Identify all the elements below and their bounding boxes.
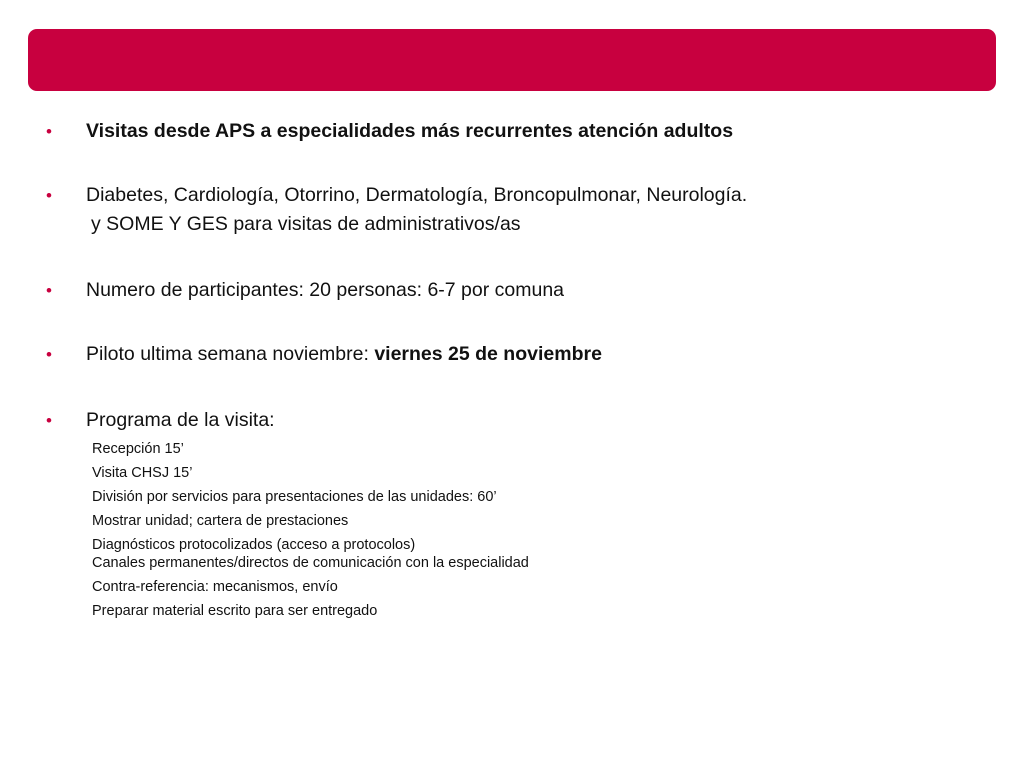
bullet-text: Programa de la visita: [86,409,275,431]
bullet-continuation-text: y SOME Y GES para visitas de administrativos/as [91,213,521,235]
slide-content [46,117,1006,623]
bullet-item [46,181,1006,239]
bullet-text: Visitas desde APS a especialidades más recurrentes atención adultos [86,120,734,142]
bullet-icon: • [46,345,52,364]
list-item [92,533,1006,575]
bullet-icon: • [46,122,52,141]
visit-program-list [92,437,1006,623]
bullet-icon: • [46,186,52,205]
bullet-icon: • [46,411,52,430]
bullet-item [46,340,1006,369]
bullet-text: Numero de participantes: 20 personas: 6-7 por comuna [86,279,565,301]
list-item: Visita CHSJ 15’ [92,465,193,481]
list-item-line: Canales permanentes/directos de comunicación con la especialidad [92,555,529,571]
list-item: Recepción 15’ [92,441,184,457]
list-item-line: Diagnósticos protocolizados (acceso a protocolos) [92,537,416,553]
list-item: Preparar material escrito para ser entregado [92,603,378,619]
bullet-item [46,406,1006,435]
bullet-text: Diabetes, Cardiología, Otorrino, Dermatología, Broncopulmonar, Neurología. [86,184,748,206]
bullet-icon: • [46,281,52,300]
title-banner [28,29,996,91]
list-item: Contra-referencia: mecanismos, envío [92,579,338,595]
list-item: Mostrar unidad; cartera de prestaciones [92,513,349,529]
bullet-text: Piloto ultima semana noviembre: [86,343,375,365]
bullet-item [46,276,1006,305]
list-item: División por servicios para presentaciones de las unidades: 60’ [92,489,497,505]
bullet-item [46,117,1006,146]
highlighted-date: viernes 25 de noviembre [374,343,602,365]
